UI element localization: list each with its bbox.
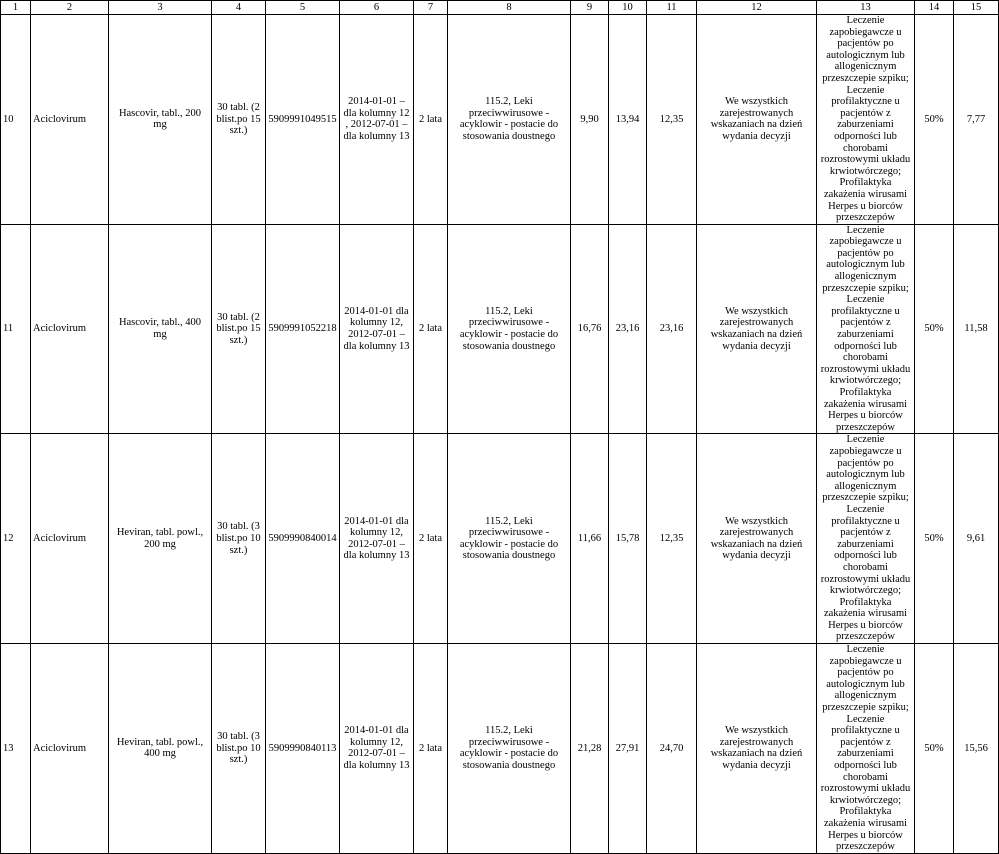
column-number-1: 1 (1, 1, 31, 15)
drug-name: Hascovir, tabl., 200 mg (109, 15, 212, 225)
row-lp: 12 (1, 434, 31, 644)
row-lp: 10 (1, 15, 31, 225)
patient-surcharge: 9,61 (954, 434, 999, 644)
column-number-14: 14 (915, 1, 954, 15)
retail-price: 24,70 (647, 644, 697, 854)
drug-name: Heviran, tabl. powl., 400 mg (109, 644, 212, 854)
off-label-indications: Leczenie zapobiegawcze u pacjentów po autologicznym lub allogenicznym przeszczepie szpiku; Leczenie profilaktyczne u pacjentów z zaburzeniami odporności lub chorobami rozrostowymi układu krwiotwórczego; Profilaktyka zakażenia wirusami Herpes u biorców przeszczepów (817, 644, 915, 854)
package-content: 30 tabl. (2 blist.po 15 szt.) (212, 224, 266, 434)
package-content: 30 tabl. (2 blist.po 15 szt.) (212, 15, 266, 225)
validity-period: 2 lata (414, 15, 448, 225)
active-substance: Aciclovirum (31, 224, 109, 434)
column-number-8: 8 (448, 1, 571, 15)
wholesale-price: 15,78 (609, 434, 647, 644)
ean-code: 5909991049515 (266, 15, 340, 225)
column-number-7: 7 (414, 1, 448, 15)
wholesale-price: 13,94 (609, 15, 647, 225)
column-number-6: 6 (340, 1, 414, 15)
manufacturer-price: 11,66 (571, 434, 609, 644)
payment-level: 50% (915, 224, 954, 434)
payment-level: 50% (915, 644, 954, 854)
row-lp: 13 (1, 644, 31, 854)
table-row (1, 644, 999, 854)
retail-price: 23,16 (647, 224, 697, 434)
validity-period: 2 lata (414, 224, 448, 434)
limit-group: 115.2, Leki przeciwwirusowe - acyklowir - postacie do stosowania doustnego (448, 15, 571, 225)
wholesale-price: 23,16 (609, 224, 647, 434)
patient-surcharge: 7,77 (954, 15, 999, 225)
column-number-10: 10 (609, 1, 647, 15)
table-row (1, 434, 999, 644)
table-row (1, 15, 999, 225)
payment-level: 50% (915, 434, 954, 644)
row-lp: 11 (1, 224, 31, 434)
column-number-13: 13 (817, 1, 915, 15)
payment-level: 50% (915, 15, 954, 225)
package-content: 30 tabl. (3 blist.po 10 szt.) (212, 434, 266, 644)
active-substance: Aciclovirum (31, 15, 109, 225)
ean-code: 5909990840014 (266, 434, 340, 644)
package-content: 30 tabl. (3 blist.po 10 szt.) (212, 644, 266, 854)
column-number-header-row (1, 1, 999, 15)
drug-name: Hascovir, tabl., 400 mg (109, 224, 212, 434)
manufacturer-price: 9,90 (571, 15, 609, 225)
limit-group: 115.2, Leki przeciwwirusowe - acyklowir - postacie do stosowania doustnego (448, 224, 571, 434)
effective-dates: 2014-01-01 – dla kolumny 12 , 2012-07-01 – dla kolumny 13 (340, 15, 414, 225)
off-label-indications: Leczenie zapobiegawcze u pacjentów po autologicznym lub allogenicznym przeszczepie szpiku; Leczenie profilaktyczne u pacjentów z zaburzeniami odporności lub chorobami rozrostowymi układu krwiotwórczego; Profilaktyka zakażenia wirusami Herpes u biorców przeszczepów (817, 224, 915, 434)
ean-code: 5909991052218 (266, 224, 340, 434)
column-number-12: 12 (697, 1, 817, 15)
effective-dates: 2014-01-01 dla kolumny 12, 2012-07-01 – dla kolumny 13 (340, 434, 414, 644)
active-substance: Aciclovirum (31, 434, 109, 644)
patient-surcharge: 11,58 (954, 224, 999, 434)
drug-name: Heviran, tabl. powl., 200 mg (109, 434, 212, 644)
off-label-indications: Leczenie zapobiegawcze u pacjentów po autologicznym lub allogenicznym przeszczepie szpiku; Leczenie profilaktyczne u pacjentów z zaburzeniami odporności lub chorobami rozrostowymi układu krwiotwórczego; Profilaktyka zakażenia wirusami Herpes u biorców przeszczepów (817, 434, 915, 644)
indications: We wszystkich zarejestrowanych wskazaniach na dzień wydania decyzji (697, 434, 817, 644)
column-number-11: 11 (647, 1, 697, 15)
retail-price: 12,35 (647, 434, 697, 644)
patient-surcharge: 15,56 (954, 644, 999, 854)
limit-group: 115.2, Leki przeciwwirusowe - acyklowir - postacie do stosowania doustnego (448, 644, 571, 854)
column-number-3: 3 (109, 1, 212, 15)
ean-code: 5909990840113 (266, 644, 340, 854)
limit-group: 115.2, Leki przeciwwirusowe - acyklowir - postacie do stosowania doustnego (448, 434, 571, 644)
column-number-15: 15 (954, 1, 999, 15)
indications: We wszystkich zarejestrowanych wskazaniach na dzień wydania decyzji (697, 644, 817, 854)
column-number-2: 2 (31, 1, 109, 15)
off-label-indications: Leczenie zapobiegawcze u pacjentów po autologicznym lub allogenicznym przeszczepie szpiku; Leczenie profilaktyczne u pacjentów z zaburzeniami odporności lub chorobami rozrostowymi układu krwiotwórczego; Profilaktyka zakażenia wirusami Herpes u biorców przeszczepów (817, 15, 915, 225)
manufacturer-price: 21,28 (571, 644, 609, 854)
active-substance: Aciclovirum (31, 644, 109, 854)
column-number-9: 9 (571, 1, 609, 15)
retail-price: 12,35 (647, 15, 697, 225)
validity-period: 2 lata (414, 644, 448, 854)
effective-dates: 2014-01-01 dla kolumny 12, 2012-07-01 – dla kolumny 13 (340, 224, 414, 434)
table-row (1, 224, 999, 434)
wholesale-price: 27,91 (609, 644, 647, 854)
validity-period: 2 lata (414, 434, 448, 644)
indications: We wszystkich zarejestrowanych wskazaniach na dzień wydania decyzji (697, 15, 817, 225)
effective-dates: 2014-01-01 dla kolumny 12, 2012-07-01 – dla kolumny 13 (340, 644, 414, 854)
indications: We wszystkich zarejestrowanych wskazaniach na dzień wydania decyzji (697, 224, 817, 434)
manufacturer-price: 16,76 (571, 224, 609, 434)
column-number-4: 4 (212, 1, 266, 15)
column-number-5: 5 (266, 1, 340, 15)
